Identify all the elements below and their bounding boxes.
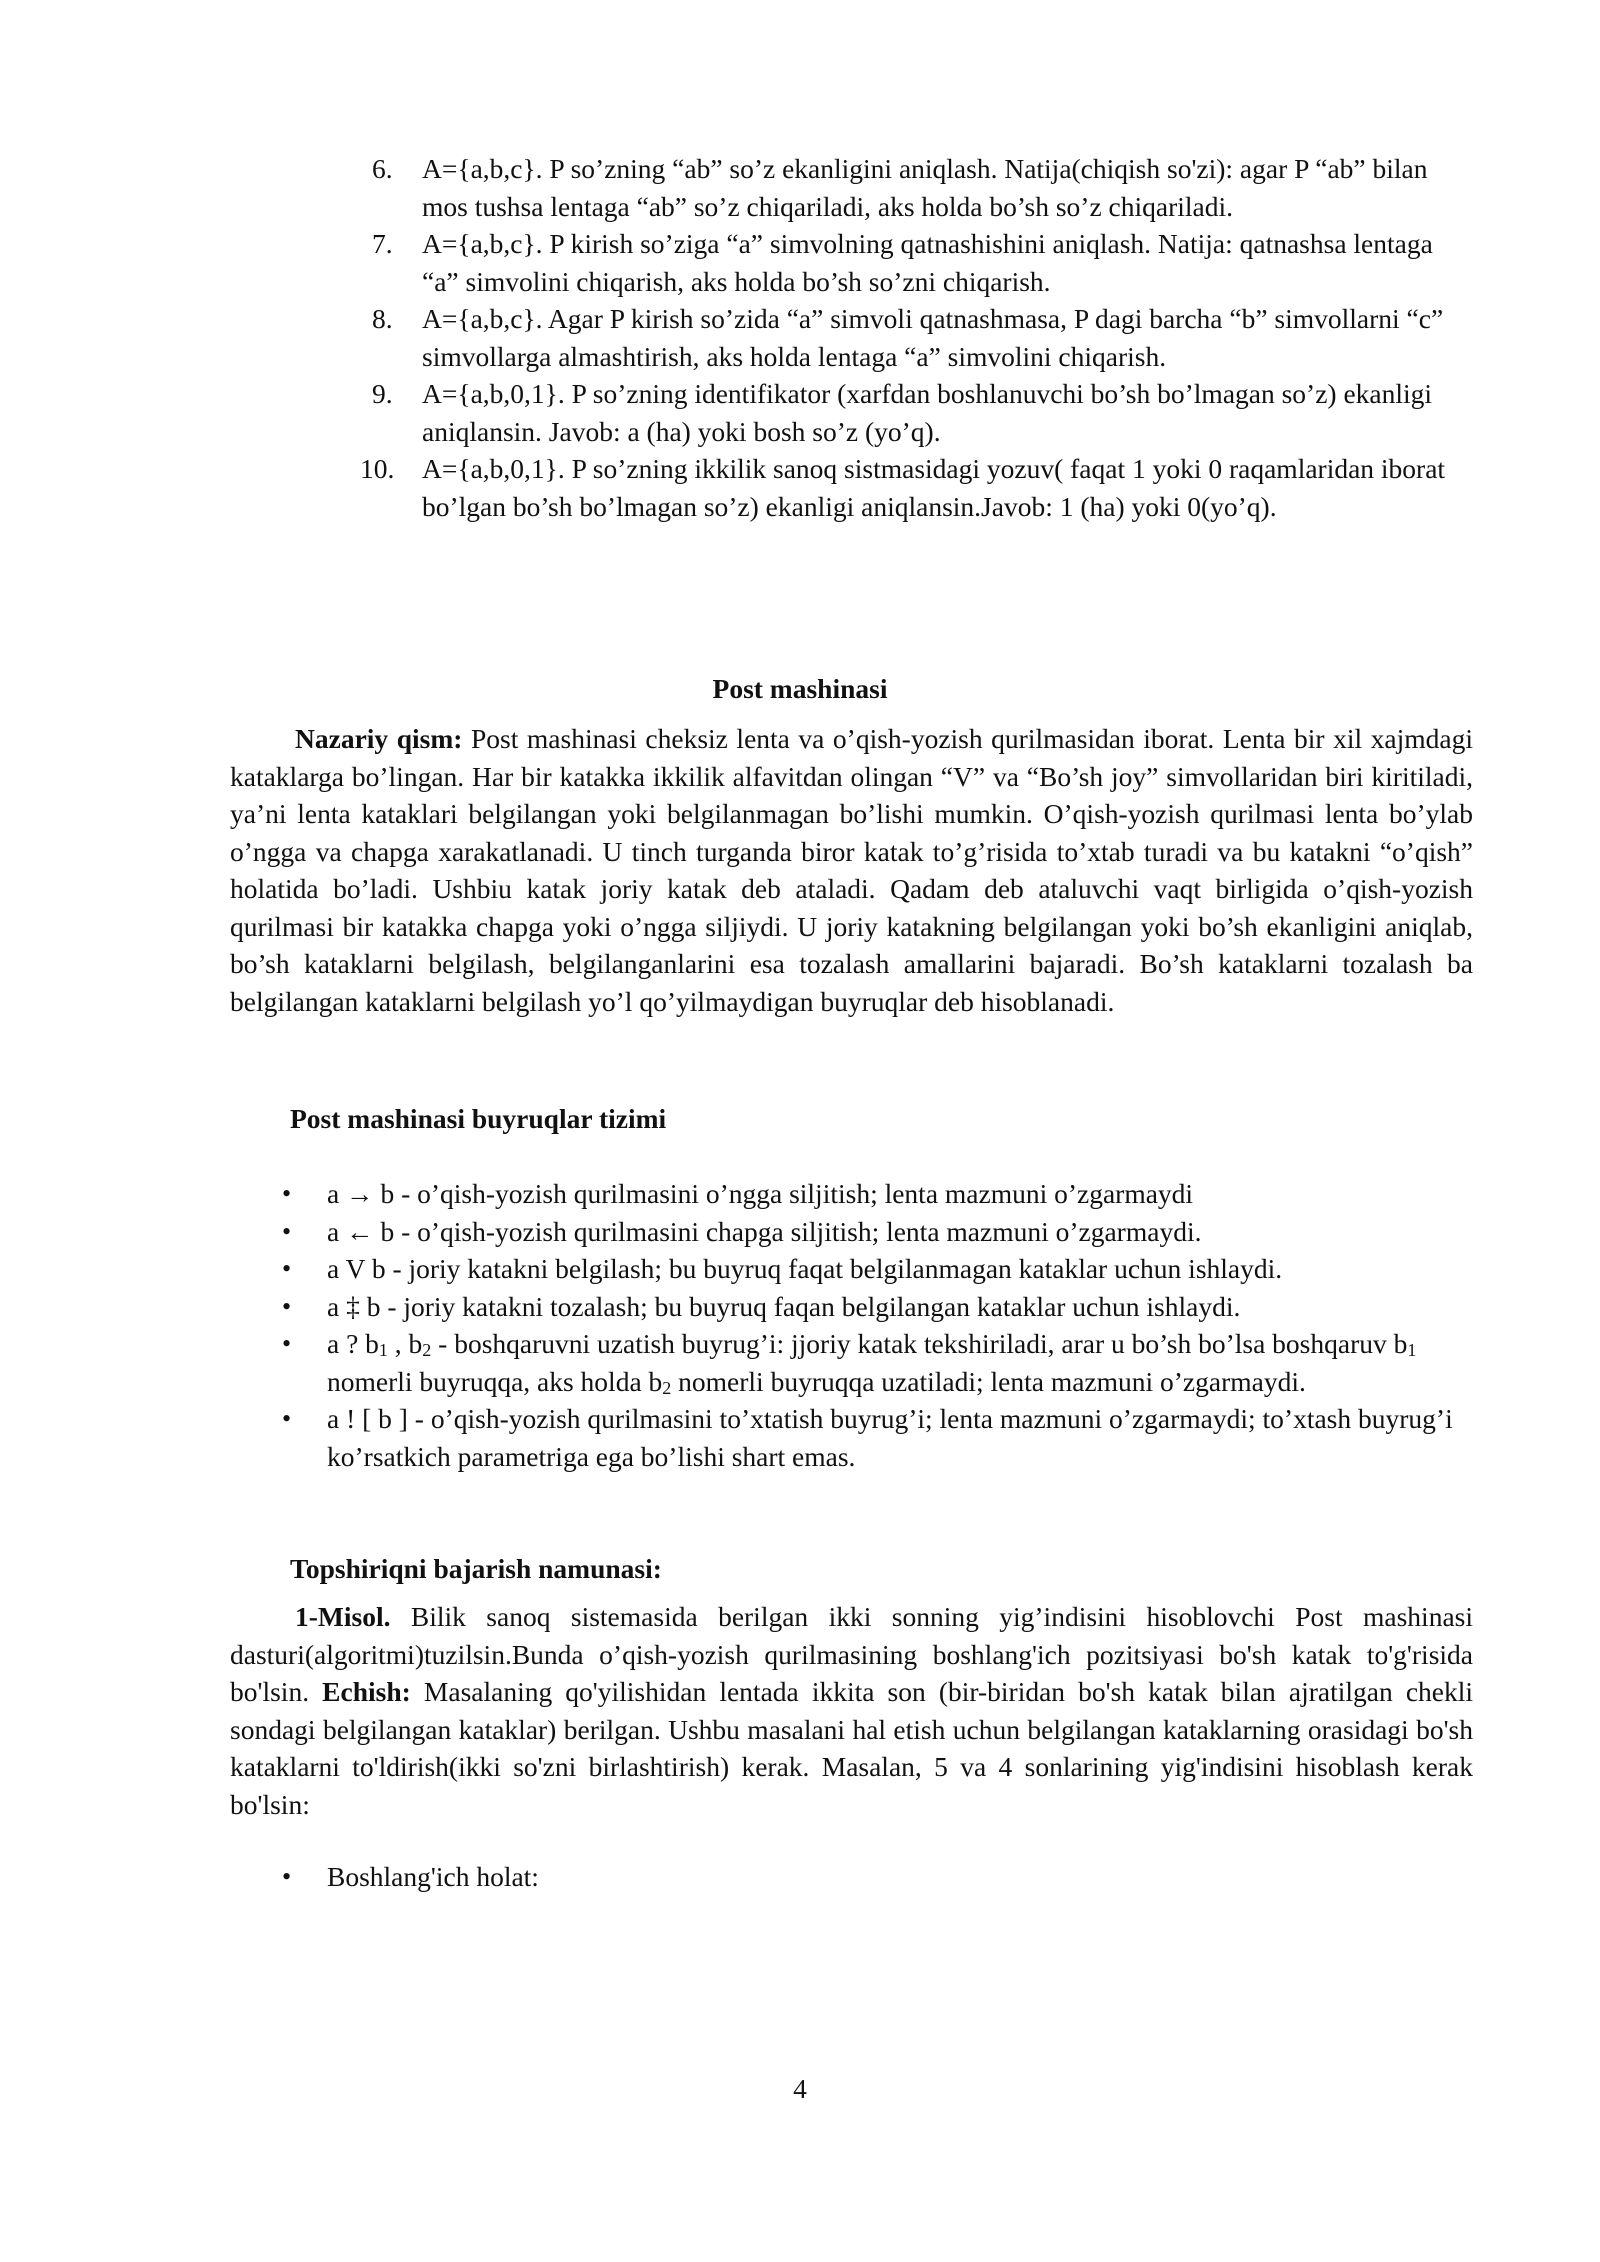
bullet-icon: •	[282, 1404, 292, 1433]
subscript: 2	[662, 1377, 672, 1398]
section-title: Post mashinasi	[712, 673, 888, 704]
command-text	[327, 1328, 1416, 1397]
subscript: 1	[378, 1340, 388, 1360]
command-item	[282, 1213, 1472, 1251]
task-number: 8.	[372, 303, 393, 334]
command-item-jump	[282, 1325, 1472, 1400]
example-paragraph	[230, 1598, 1473, 1823]
commands-title: Post mashinasi buyruqlar tizimi	[290, 1103, 667, 1134]
solution-label: Echish:	[322, 1676, 411, 1707]
task-text: A={a,b,c}. Agar P kirish so’zida “a” simvoli qatnashmasa, P dagi barcha “b” simvollarni “c” simvollarga almashtirish, aks holda lentaga “a” simvolini chiqarish.	[422, 303, 1444, 372]
bullet-icon: •	[282, 1216, 292, 1246]
theory-text: Post mashinasi cheksiz lenta va o’qish-yozish qurilmasidan iborat. Lenta bir xil xajmdagi kataklarga bo’lingan. Har bir katakka ikkilik alfavitdan olingan “V” va “Bo’sh joy” simvollaridan biri kiritiladi, ya’ni lenta kataklari belgilangan yoki belgilanmagan bo’lishi mumkin. O’qish-yozish qurilmasi lenta bo’ylab o’ngga va chapga xarakatlanadi. U tinch turganda biror katak to’g’risida to’xtab turadi va bu katakni “o’qish” holatida bo’ladi. Ushbiu katak joriy katak deb ataladi. Qadam deb ataluvchi vaqt birligida o’qish-yozish qurilmasi bir katakka chapga yoki o’ngga siljiydi. U joriy katakning belgilangan yoki bo’sh ekanligini aniqlab, bo’sh kataklarni belgilash, belgilanganlarini esa tozalash amallarini bajaradi. Bo’sh kataklarni tozalash ba belgilangan kataklarni belgilash yo’l qo’yilmaydigan buyruqlar deb hisoblanadi.	[230, 723, 1473, 1017]
theory-section	[230, 720, 1473, 1020]
command-text-part: - boshqaruvni uzatish buyrug’i: jjoriy katak tekshiriladi, arar u bo’sh bo’lsa boshqaruv b	[431, 1328, 1408, 1359]
command-list	[282, 1175, 1472, 1475]
page-number: 4	[793, 2073, 807, 2104]
bullet-icon: •	[282, 1254, 292, 1283]
task-item	[372, 225, 1476, 300]
task-item	[360, 450, 1476, 525]
example-section	[230, 1598, 1473, 1823]
command-text-part: a ? b	[327, 1328, 379, 1359]
command-text: a ← b - o’qish-yozish qurilmasini chapga siljitish; lenta mazmuni o’zgarmaydi.	[327, 1215, 1202, 1247]
theory-label: Nazariy qism:	[295, 723, 463, 754]
bullet-icon: •	[282, 1862, 292, 1891]
task-item	[372, 300, 1476, 375]
task-item	[372, 375, 1476, 450]
task-number: 9.	[372, 378, 393, 409]
command-item	[282, 1250, 1472, 1288]
bullet-icon: •	[282, 1329, 292, 1358]
state-list	[282, 1858, 1472, 1896]
task-text: A={a,b,c}. P so’zning “ab” so’z ekanligini aniqlash. Natija(chiqish so'zi): agar P “ab” bilan mos tushsa lentaga “ab” so’z chiqariladi, aks holda bo’sh so’z chiqariladi.	[422, 153, 1428, 222]
task-number: 7.	[372, 228, 393, 259]
command-item	[282, 1288, 1472, 1326]
subscript: 2	[422, 1340, 432, 1360]
task-item	[372, 150, 1476, 225]
bullet-icon: •	[282, 1291, 292, 1321]
subscript: 1	[1407, 1340, 1417, 1360]
command-item	[282, 1175, 1472, 1213]
command-text: a → b - o’qish-yozish qurilmasini o’ngga siljitish; lenta mazmuni o’zgarmaydi	[327, 1178, 1194, 1209]
example-text: Masalaning qo'yilishidan lentada ikkita son (bir-biridan bo'sh katak bilan ajratilgan chekli sondagi belgilangan kataklar) berilgan. Ushbu masalani hal etish uchun belgilangan kataklarning orasidagi bo'sh kataklarni to'ldirish(ikki so'zni birlashtirish) kerak. Masalan, 5 va 4 sonlarining yig'indisini hisoblash kerak bo'lsin:	[230, 1676, 1474, 1820]
example-title: Topshiriqni bajarish namunasi:	[290, 1553, 662, 1584]
state-item	[282, 1858, 1472, 1896]
initial-state-text: Boshlang'ich holat:	[327, 1861, 539, 1892]
task-text: A={a,b,c}. P kirish so’ziga “a” simvolning qatnashishini aniqlash. Natija: qatnashsa lentaga “a” simvolini chiqarish, aks holda bo’sh so’zni chiqarish.	[422, 228, 1433, 297]
command-text: a ! [ b ] - o’qish-yozish qurilmasini to’xtatish buyrug’i; lenta mazmuni o’zgarmaydi; to’xtash buyrug’i ko’rsatkich parametriga ega bo’lishi shart emas.	[327, 1403, 1453, 1472]
command-text: a V b - joriy katakni belgilash; bu buyruq faqat belgilanmagan kataklar uchun ishlaydi.	[327, 1253, 1283, 1284]
bullet-icon: •	[282, 1179, 292, 1208]
task-text: A={a,b,0,1}. P so’zning identifikator (xarfdan boshlanuvchi bo’sh bo’lmagan so’z) ekanligi aniqlansin. Javob: a (ha) yoki bosh so’z (yo’q).	[422, 378, 1433, 447]
command-text: a ‡ b - joriy katakni tozalash; bu buyruq faqan belgilangan kataklar uchun ishlaydi.	[327, 1290, 1241, 1322]
task-list	[360, 150, 1476, 525]
task-number: 6.	[372, 153, 393, 184]
example-text: Bilik sanoq sistemasida berilgan ikki sonning yig’indisini hisoblovchi Post mashinasi dasturi(algoritmi)tuzilsin.Bunda o’qish-yozish qurilmasining boshlang'ich pozitsiyasi bo'sh katak to'g'risida bo'lsin.	[230, 1601, 1473, 1707]
task-text: A={a,b,0,1}. P so’zning ikkilik sanoq sistmasidagi yozuv( faqat 1 yoki 0 raqamlaridan iborat bo’lgan bo’sh bo’lmagan so’z) ekanligi aniqlansin.Javob: 1 (ha) yoki 0(yo’q).	[422, 453, 1446, 522]
command-text-part: nomerli buyruqqa uzatiladi; lenta mazmuni o’zgarmaydi.	[671, 1365, 1306, 1397]
command-item	[282, 1400, 1472, 1475]
command-text-part: , b	[387, 1328, 423, 1359]
task-number: 10.	[360, 453, 395, 484]
example-label: 1-Misol.	[295, 1601, 391, 1632]
command-text-part: nomerli buyruqqa, aks holda b	[327, 1365, 663, 1397]
theory-paragraph	[230, 720, 1473, 1020]
